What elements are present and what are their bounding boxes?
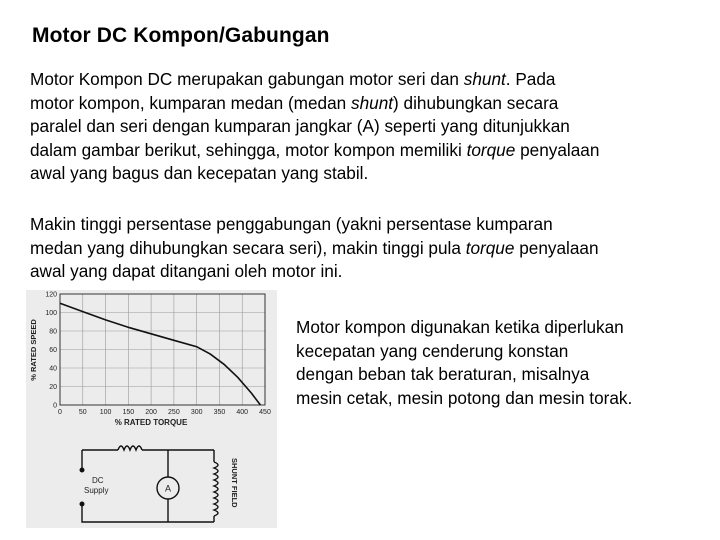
text-line bbox=[30, 260, 700, 284]
text-line bbox=[30, 237, 700, 261]
text-run: mesin cetak, mesin potong dan mesin torak. bbox=[296, 387, 633, 408]
x-tick-label: 350 bbox=[213, 409, 226, 416]
x-tick-label: 450 bbox=[259, 409, 271, 416]
text-run: Motor Kompon DC merupakan gabungan motor seri dan bbox=[30, 69, 464, 89]
text-line bbox=[30, 92, 700, 116]
y-tick-label: 60 bbox=[49, 347, 57, 354]
x-tick-label: 300 bbox=[190, 409, 203, 416]
text-line bbox=[296, 340, 711, 364]
text-run: dalam gambar berikut, sehingga, motor kompon memiliki bbox=[30, 139, 467, 160]
text-line bbox=[296, 363, 711, 387]
text-run: Motor kompon digunakan ketika diperlukan bbox=[296, 317, 624, 337]
speed-torque-chart bbox=[29, 292, 271, 428]
y-tick-label: 120 bbox=[45, 291, 57, 299]
usage-text bbox=[296, 316, 711, 410]
circuit-wire-bottom bbox=[82, 504, 214, 522]
text-line bbox=[30, 115, 700, 139]
y-axis-ticks bbox=[45, 292, 57, 410]
text-run: penyalaan bbox=[514, 237, 599, 258]
text-line bbox=[30, 162, 700, 186]
y-tick-label: 20 bbox=[49, 384, 57, 391]
text-run: penyalaan bbox=[515, 139, 600, 160]
y-tick-label: 80 bbox=[49, 328, 57, 336]
figure-panel bbox=[26, 290, 277, 528]
shunt-field-coil bbox=[214, 462, 218, 516]
x-axis-ticks bbox=[58, 409, 271, 416]
supply-label-dc: DC bbox=[92, 476, 104, 485]
text-run: dengan beban tak beraturan, misalnya bbox=[296, 364, 590, 384]
x-tick-label: 250 bbox=[168, 409, 180, 416]
shunt-field-label: SHUNT FIELD bbox=[230, 458, 239, 508]
page-title: Motor DC Kompon/Gabungan bbox=[32, 24, 330, 47]
italic-term: torque bbox=[466, 139, 516, 160]
armature-label: A bbox=[164, 483, 172, 494]
italic-term: shunt bbox=[351, 92, 394, 113]
text-run: paralel dan seri dengan kumparan jangkar (A) seperti yang ditunjukkan bbox=[30, 116, 570, 136]
text-run: awal yang dapat ditangani oleh motor ini. bbox=[30, 261, 343, 281]
supply-label-supply: Supply bbox=[84, 486, 109, 495]
x-tick-label: 150 bbox=[122, 409, 135, 416]
text-run: kecepatan yang cenderung konstan bbox=[296, 340, 569, 361]
italic-term: torque bbox=[465, 237, 515, 258]
paragraph-compounding bbox=[30, 213, 700, 284]
text-run: . Pada bbox=[505, 69, 556, 89]
x-tick-label: 50 bbox=[78, 409, 87, 416]
x-tick-label: 0 bbox=[58, 409, 62, 416]
text-run: ) dihubungkan secara bbox=[393, 92, 559, 113]
y-tick-label: 40 bbox=[49, 365, 57, 373]
text-run: awal yang bagus dan kecepatan yang stabil. bbox=[30, 163, 369, 183]
chart-grid bbox=[60, 294, 265, 405]
text-line bbox=[30, 68, 700, 92]
y-tick-label: 100 bbox=[45, 310, 57, 317]
motor-figure bbox=[26, 290, 277, 528]
text-run: Makin tinggi persentase penggabungan (yakni persentase kumparan bbox=[30, 214, 553, 234]
text-line bbox=[30, 213, 700, 237]
text-line bbox=[30, 139, 700, 163]
supply-terminal-bottom bbox=[80, 502, 84, 506]
text-line bbox=[296, 387, 711, 411]
series-field-coil bbox=[118, 446, 142, 450]
text-line bbox=[296, 316, 711, 340]
paragraph-intro bbox=[30, 68, 700, 186]
y-axis-label: % RATED SPEED bbox=[29, 319, 38, 381]
text-run: medan yang dihubungkan secara seri), makin tinggi pula bbox=[30, 237, 466, 258]
y-tick-label: 0 bbox=[53, 402, 57, 410]
x-axis-label: % RATED TORQUE bbox=[114, 418, 188, 427]
x-tick-label: 200 bbox=[145, 409, 157, 416]
italic-term: shunt bbox=[463, 69, 506, 89]
x-tick-label: 100 bbox=[99, 409, 112, 416]
x-tick-label: 400 bbox=[236, 409, 249, 416]
speed-curve bbox=[60, 303, 260, 405]
text-run: motor kompon, kumparan medan (medan bbox=[30, 92, 351, 113]
supply-terminal-top bbox=[80, 468, 84, 472]
